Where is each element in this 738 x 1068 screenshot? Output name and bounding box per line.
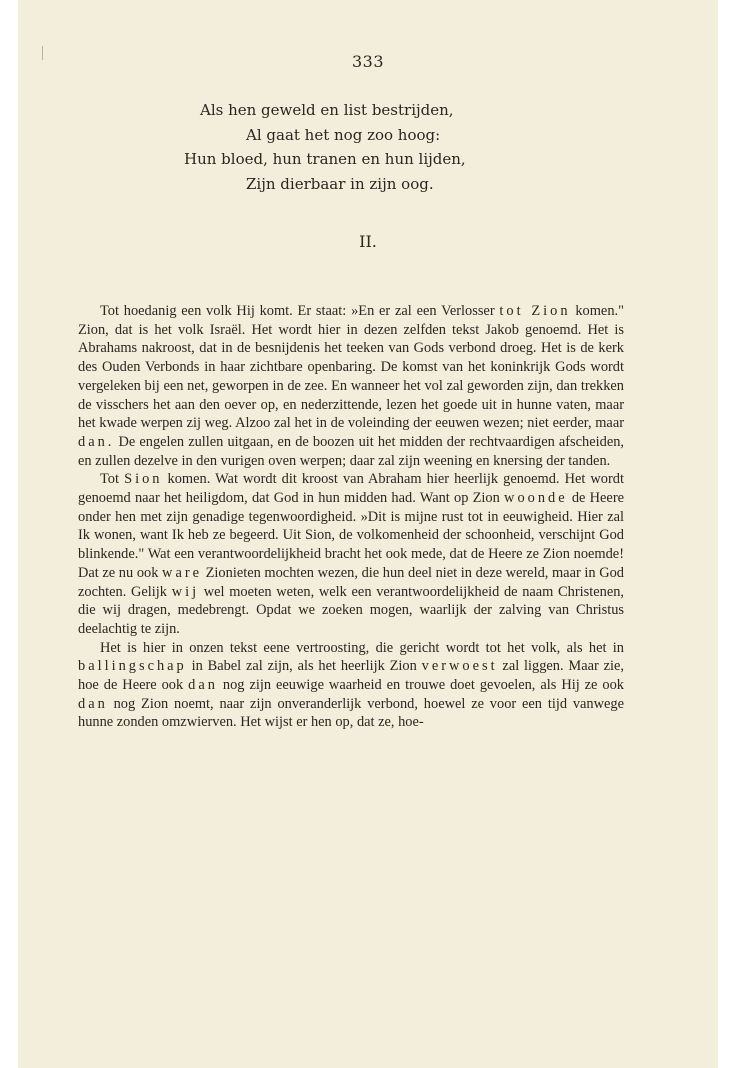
poem-stanza bbox=[18, 98, 718, 196]
text-run: nog Zion noemt, naar zijn onveranderlijk verbond, hoewel ze voor een tijd vanwege hunne zonden omzwierven. Het wijst er hen op, dat ze, hoe- bbox=[78, 695, 624, 731]
emphasized-text: tot Zion bbox=[499, 303, 571, 319]
emphasized-text: ware bbox=[162, 564, 203, 581]
emphasized-text: verwoest bbox=[421, 658, 498, 675]
paragraph bbox=[78, 639, 624, 733]
body-text bbox=[78, 302, 624, 732]
page-number: 333 bbox=[351, 52, 385, 71]
section-heading: II. bbox=[359, 232, 377, 251]
paragraph bbox=[78, 470, 624, 638]
poem-line: Zijn dierbaar in zijn oog. bbox=[246, 174, 434, 193]
emphasized-text: dan bbox=[188, 677, 218, 694]
text-run: nog zijn eeuwige waarheid en trouwe doet gevoelen, als Hij ze ook bbox=[217, 677, 625, 694]
text-run: in Babel zal zijn, als het heerlijk Zion bbox=[186, 658, 422, 675]
text-run: Zionieten mochten wezen, die hun deel niet in deze wereld, maar in God zochten. Gelijk bbox=[78, 564, 624, 600]
text-run: komen. Wat wordt dit kroost van Abraham hier heerlijk genoemd. Het wordt genoemd naar het heiligdom, dat God in hun midden had. Want op Zion bbox=[78, 471, 624, 507]
emphasized-text: dan. bbox=[78, 433, 115, 450]
poem-line: Al gaat het nog zoo hoog: bbox=[246, 125, 441, 144]
text-run: Het is hier in onzen tekst eene vertroosting, die gericht wordt tot het volk, als het in bbox=[100, 639, 624, 656]
emphasized-text: ballingschap bbox=[78, 658, 187, 675]
text-run: zal liggen. Maar zie, hoe de Heere ook bbox=[78, 658, 624, 694]
text-run: komen." Zion, dat is het volk Israël. Het wordt hier in dezen zelfden tekst Jakob genoemd. Het is Abrahams nakroost, dat in de besnijdenis het teeken van Gods verbond droeg. Het is de kerk des Ouden Verbonds in haar zichtbare openbaring. De komst van het koninkrijk Gods wordt vergeleken bij een net, geworpen in de zee. En wanneer het vol zal geworden zijn, dan trekken de visschers het aan den oever op, en nederzittende, lezen het goede uit in hunne vaten, maar het kwade werpen zij weg. Alzoo zal het in de voleinding der eeuwen wezen; niet eerder, maar bbox=[78, 303, 624, 432]
text-run: De engelen zullen uitgaan, en de boozen uit het midden der rechtvaardigen afscheiden, en zullen dezelve in den vurigen oven werpen; daar zal zijn weening en knersing der tanden. bbox=[78, 433, 624, 469]
emphasized-text: dan bbox=[78, 695, 108, 712]
text-run: wel moeten weten, welk een verantwoordelijkheid de naam Christenen, die wij dragen, medebrengt. Opdat we zoeken mogen, waarlijk der zalving van Christus deelachtig te zijn. bbox=[78, 583, 625, 637]
text-run: Tot hoedanig een volk Hij komt. Er staat: »En er zal een Verlosser bbox=[100, 303, 500, 319]
text-run: Tot bbox=[100, 471, 125, 488]
paragraph bbox=[78, 302, 624, 470]
poem-line: Hun bloed, hun tranen en hun lijden, bbox=[184, 150, 466, 168]
text-run: de Heere onder hen met zijn genadige tegenwoordigheid. »Dit is mijne rust tot in eeuwigheid. Hier zal Ik wonen, want Ik heb ze begeerd. Uit Sion, de volkomenheid der schoonheid, verschijnt God blinkende." Wat een verantwoordelijkheid bracht het ook mede, dat de Heere ze Zion noemde! Dat ze nu ook bbox=[78, 490, 624, 581]
emphasized-text: Sion bbox=[124, 471, 163, 488]
book-page bbox=[18, 0, 718, 1068]
emphasized-text: woonde bbox=[504, 490, 568, 507]
emphasized-text: wij bbox=[171, 583, 200, 600]
poem-line: Als hen geweld en list bestrijden, bbox=[200, 101, 454, 119]
